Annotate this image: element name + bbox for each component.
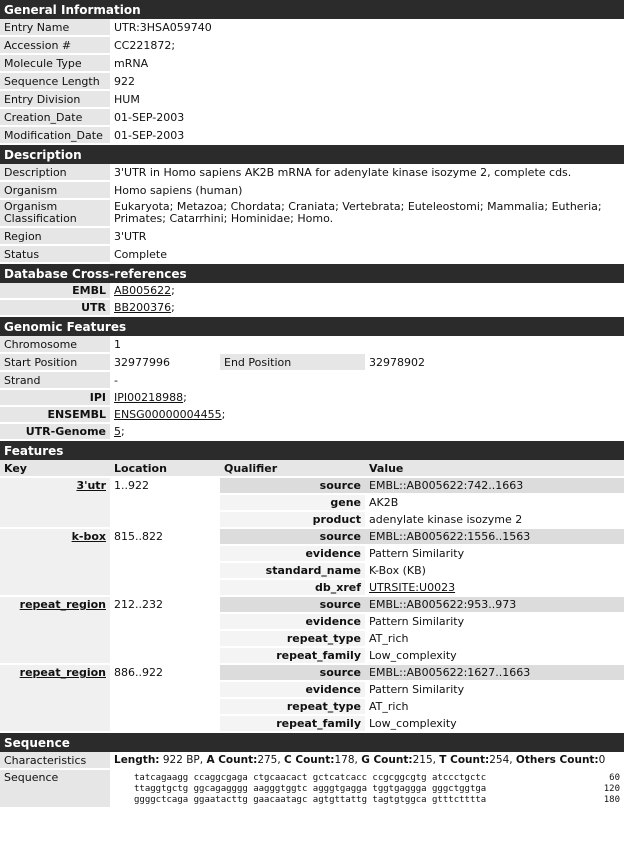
genomic-link-label: ENSEMBL xyxy=(0,406,110,423)
strand-row xyxy=(0,371,624,389)
strand-label: Strand xyxy=(0,371,110,389)
description-table xyxy=(0,145,624,264)
genomic-link-row xyxy=(0,389,624,406)
sequence-value xyxy=(110,769,624,807)
field-label: Entry Name xyxy=(0,19,110,36)
qualifier-name: source xyxy=(220,528,365,545)
qualifier-value: K-Box (KB) xyxy=(365,562,624,579)
field-label: Organism Classification xyxy=(0,199,110,227)
xref-db-label: UTR xyxy=(0,299,110,316)
feature-row xyxy=(0,477,624,494)
qualifier-value: adenylate kinase isozyme 2 xyxy=(365,511,624,528)
start-position-label: Start Position xyxy=(0,353,110,371)
link-separator: ; xyxy=(183,391,187,404)
field-label: Sequence Length xyxy=(0,72,110,90)
genomic-link[interactable]: ENSG00000004455 xyxy=(114,408,222,421)
characteristic-value: 254, xyxy=(489,754,516,766)
key-column-header: Key xyxy=(0,460,110,477)
field-value: 3'UTR xyxy=(110,227,624,245)
sequence-line xyxy=(110,794,624,805)
field-value: 01-SEP-2003 xyxy=(110,126,624,144)
field-value: 01-SEP-2003 xyxy=(110,108,624,126)
section-header-sequence: Sequence xyxy=(0,733,624,752)
sequence-label: Sequence xyxy=(0,769,110,807)
qualifier-name: source xyxy=(220,596,365,613)
feature-key xyxy=(0,664,110,732)
field-label: Accession # xyxy=(0,36,110,54)
sequence-text: ttaggtgctg ggcagagggg aagggtggtc agggtgagga tggtgaggga gggctggtga xyxy=(134,783,487,794)
feature-location: 212..232 xyxy=(110,596,220,664)
qualifier-column-header: Qualifier xyxy=(220,460,365,477)
qualifier-name: evidence xyxy=(220,681,365,698)
position-row xyxy=(0,353,624,371)
feature-location: 886..922 xyxy=(110,664,220,732)
characteristic-key: G Count: xyxy=(361,754,413,766)
field-value: Homo sapiens (human) xyxy=(110,181,624,199)
strand-value: - xyxy=(110,371,624,389)
field-value: CC221872; xyxy=(110,36,624,54)
xrefs-table xyxy=(0,264,624,317)
field-value: mRNA xyxy=(110,54,624,72)
field-label: Modification_Date xyxy=(0,126,110,144)
qualifier-name: source xyxy=(220,477,365,494)
feature-location: 815..822 xyxy=(110,528,220,596)
genomic-link-value xyxy=(110,423,624,440)
field-label: Molecule Type xyxy=(0,54,110,72)
qualifier-value: EMBL::AB005622:1627..1663 xyxy=(365,664,624,681)
sequence-line xyxy=(110,783,624,794)
xref-link[interactable]: AB005622 xyxy=(114,284,172,297)
characteristic-value: 275, xyxy=(257,754,285,766)
characteristic-key: A Count: xyxy=(206,754,258,766)
qualifier-value: Low_complexity xyxy=(365,647,624,664)
field-value: 3'UTR in Homo sapiens AK2B mRNA for adenylate kinase isozyme 2, complete cds. xyxy=(110,164,624,181)
sequence-line xyxy=(110,772,624,783)
info-row xyxy=(0,227,624,245)
qualifier-value: Pattern Similarity xyxy=(365,613,624,630)
field-value: HUM xyxy=(110,90,624,108)
section-header-features: Features xyxy=(0,441,624,460)
genomic-link-value xyxy=(110,389,624,406)
end-position-label: End Position xyxy=(220,353,365,371)
qualifier-name: db_xref xyxy=(220,579,365,596)
value-column-header: Value xyxy=(365,460,624,477)
characteristics-value xyxy=(110,752,624,769)
xref-row xyxy=(0,283,624,299)
field-value: Eukaryota; Metazoa; Chordata; Craniata; Vertebrata; Euteleostomi; Mammalia; Eutheria; Primates; Catarrhini; Hominidae; Homo. xyxy=(110,199,624,227)
characteristic-key: T Count: xyxy=(439,754,490,766)
sequence-text: tatcagaagg ccaggcgaga ctgcaacact gctcatcacc ccgcggcgtg atccctgctc xyxy=(134,772,487,783)
info-row xyxy=(0,126,624,144)
characteristics-row xyxy=(0,752,624,769)
feature-key xyxy=(0,528,110,596)
section-header-xrefs: Database Cross-references xyxy=(0,264,624,283)
section-header-genomic: Genomic Features xyxy=(0,317,624,336)
sequence-row xyxy=(0,769,624,807)
feature-row xyxy=(0,528,624,545)
sequence-table xyxy=(0,733,624,807)
info-row xyxy=(0,164,624,181)
start-position-value: 32977996 xyxy=(110,353,220,371)
chromosome-row xyxy=(0,336,624,353)
qualifier-value: AK2B xyxy=(365,494,624,511)
feature-location: 1..922 xyxy=(110,477,220,528)
info-row xyxy=(0,72,624,90)
genomic-link-label: IPI xyxy=(0,389,110,406)
xref-row xyxy=(0,299,624,316)
characteristic-value: 215, xyxy=(412,754,440,766)
chromosome-value: 1 xyxy=(110,336,624,353)
qualifier-name: product xyxy=(220,511,365,528)
characteristic-key: Others Count: xyxy=(515,754,599,766)
qualifier-value: AT_rich xyxy=(365,698,624,715)
info-row xyxy=(0,199,624,227)
qualifier-value: Pattern Similarity xyxy=(365,545,624,562)
sequence-lines xyxy=(110,772,624,805)
info-row xyxy=(0,54,624,72)
info-row xyxy=(0,36,624,54)
link-separator: ; xyxy=(121,425,125,438)
feature-row xyxy=(0,664,624,681)
qualifier-value: Pattern Similarity xyxy=(365,681,624,698)
qualifier-name: repeat_family xyxy=(220,715,365,732)
feature-key xyxy=(0,596,110,664)
qualifier-name: repeat_type xyxy=(220,698,365,715)
genomic-link-row xyxy=(0,406,624,423)
field-label: Creation_Date xyxy=(0,108,110,126)
field-label: Organism xyxy=(0,181,110,199)
info-row xyxy=(0,108,624,126)
features-table xyxy=(0,441,624,733)
field-value: Complete xyxy=(110,245,624,263)
sequence-position: 60 xyxy=(609,772,620,783)
general-information-table xyxy=(0,0,624,145)
xref-link[interactable]: BB200376 xyxy=(114,301,172,314)
xref-separator: ; xyxy=(171,301,175,314)
section-header-description: Description xyxy=(0,145,624,164)
field-label: Status xyxy=(0,245,110,263)
sequence-position: 180 xyxy=(603,794,620,805)
sequence-position: 120 xyxy=(603,783,620,794)
feature-key-link[interactable]: repeat_region xyxy=(19,666,106,679)
characteristic-value: 922 BP, xyxy=(159,754,207,766)
qualifier-name: evidence xyxy=(220,545,365,562)
field-value: UTR:3HSA059740 xyxy=(110,19,624,36)
characteristic-value: 0 xyxy=(598,754,606,766)
db-xref-link[interactable]: UTRSITE:U0023 xyxy=(369,581,456,594)
genomic-link[interactable]: IPI00218988 xyxy=(114,391,184,404)
xref-db-label: EMBL xyxy=(0,283,110,299)
qualifier-value xyxy=(365,579,624,596)
qualifier-name: gene xyxy=(220,494,365,511)
sequence-text: ggggctcaga ggaatacttg gaacaatagc agtgttattg tagtgtggca gtttctttta xyxy=(134,794,487,805)
genomic-link-label: UTR-Genome xyxy=(0,423,110,440)
field-label: Description xyxy=(0,164,110,181)
xref-separator: ; xyxy=(171,284,175,297)
qualifier-name: repeat_type xyxy=(220,630,365,647)
chromosome-label: Chromosome xyxy=(0,336,110,353)
genomic-features-table xyxy=(0,317,624,441)
feature-key-link[interactable]: 3'utr xyxy=(76,479,106,492)
genomic-link[interactable]: 5 xyxy=(114,425,121,438)
feature-key-link[interactable]: repeat_region xyxy=(19,598,106,611)
field-value: 922 xyxy=(110,72,624,90)
xref-value xyxy=(110,299,624,316)
qualifier-value: AT_rich xyxy=(365,630,624,647)
end-position-value: 32978902 xyxy=(365,353,624,371)
characteristic-key: C Count: xyxy=(284,754,335,766)
location-column-header: Location xyxy=(110,460,220,477)
features-header-row xyxy=(0,460,624,477)
qualifier-name: repeat_family xyxy=(220,647,365,664)
info-row xyxy=(0,181,624,199)
qualifier-value: EMBL::AB005622:742..1663 xyxy=(365,477,624,494)
info-row xyxy=(0,19,624,36)
feature-key xyxy=(0,477,110,528)
qualifier-value: EMBL::AB005622:1556..1563 xyxy=(365,528,624,545)
qualifier-value: EMBL::AB005622:953..973 xyxy=(365,596,624,613)
characteristics-label: Characteristics xyxy=(0,752,110,769)
info-row xyxy=(0,90,624,108)
link-separator: ; xyxy=(221,408,226,421)
feature-key-link[interactable]: k-box xyxy=(71,530,106,543)
genomic-link-row xyxy=(0,423,624,440)
field-label: Region xyxy=(0,227,110,245)
qualifier-name: evidence xyxy=(220,613,365,630)
feature-row xyxy=(0,596,624,613)
info-row xyxy=(0,245,624,263)
qualifier-value: Low_complexity xyxy=(365,715,624,732)
genomic-link-value xyxy=(110,406,624,423)
section-header-general: General Information xyxy=(0,0,624,19)
field-label: Entry Division xyxy=(0,90,110,108)
characteristic-key: Length: xyxy=(114,754,160,766)
qualifier-name: standard_name xyxy=(220,562,365,579)
qualifier-name: source xyxy=(220,664,365,681)
xref-value xyxy=(110,283,624,299)
characteristic-value: 178, xyxy=(334,754,362,766)
